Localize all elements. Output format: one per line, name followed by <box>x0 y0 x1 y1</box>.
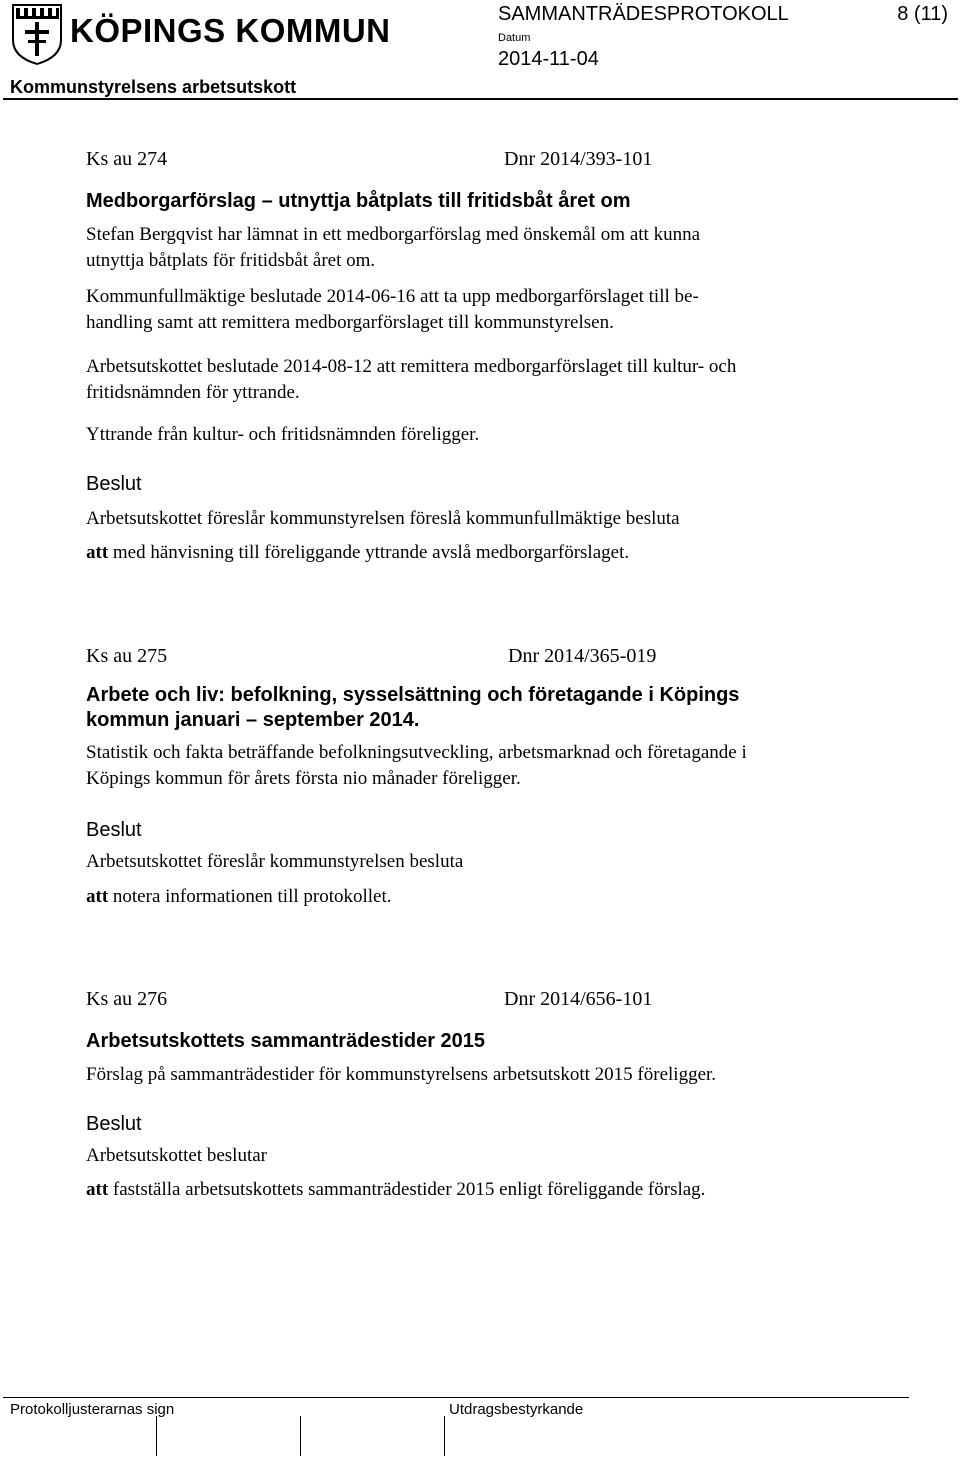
paragraph-line: handling samt att remittera medborgarförslaget till kommunstyrelsen. <box>86 312 614 333</box>
beslut-label: Beslut <box>86 819 142 841</box>
document-title: SAMMANTRÄDESPROTOKOLL <box>498 3 789 25</box>
section-dnr: Dnr 2014/656-101 <box>504 988 653 1010</box>
paragraph <box>86 284 699 336</box>
certification-label: Utdragsbestyrkande <box>449 1401 584 1418</box>
paragraph-line: Arbetsutskottet beslutade 2014-08-12 att remittera medborgarförslaget till kultur- och <box>86 356 737 377</box>
paragraph <box>86 354 736 406</box>
paragraph-line: utnyttja båtplats för fritidsbåt året om. <box>86 250 376 271</box>
decision-line <box>86 1177 705 1203</box>
page-number: 8 (11) <box>897 3 948 25</box>
decision-text: med hänvisning till föreliggande yttrande avslå medborgarförslaget. <box>112 542 630 563</box>
date-label: Datum <box>498 32 531 44</box>
beslut-label: Beslut <box>86 473 142 495</box>
decision-intro: Arbetsutskottet beslutar <box>86 1145 267 1166</box>
paragraph <box>86 222 700 274</box>
committee-name: Kommunstyrelsens arbetsutskott <box>10 77 297 97</box>
paragraph-line: fritidsnämnden för yttrande. <box>86 382 300 403</box>
decision-text: fastställa arbetsutskottets sammanträdestider 2015 enligt föreliggande förslag. <box>112 1179 706 1200</box>
signature-box-divider <box>156 1416 157 1456</box>
section-heading: Arbetsutskottets sammanträdestider 2015 <box>86 1030 486 1052</box>
att-keyword: att <box>86 1179 109 1200</box>
paragraph <box>86 1062 716 1088</box>
section-heading-line: kommun januari – september 2014. <box>86 709 420 731</box>
decision-intro: Arbetsutskottet föreslår kommunstyrelsen besluta <box>86 851 464 872</box>
section-heading: Medborgarförslag – utnyttja båtplats till fritidsbåt året om <box>86 190 631 212</box>
paragraph <box>86 740 747 792</box>
decision-intro: Arbetsutskottet föreslår kommunstyrelsen föreslå kommunfullmäktige besluta <box>86 508 680 529</box>
beslut-label: Beslut <box>86 1113 142 1135</box>
paragraph-line: Kommunfullmäktige beslutade 2014-06-16 att ta upp medborgarförslaget till be- <box>86 286 699 307</box>
header-divider <box>3 98 958 100</box>
paragraph <box>86 422 479 448</box>
att-keyword: att <box>86 542 109 563</box>
decision-line <box>86 540 629 566</box>
section-dnr: Dnr 2014/393-101 <box>504 148 653 170</box>
decision-text: notera informationen till protokollet. <box>112 886 392 907</box>
org-name: KÖPINGS KOMMUN <box>70 12 391 49</box>
decision-line <box>86 884 392 910</box>
paragraph-line: Förslag på sammanträdestider för kommunstyrelsens arbetsutskott 2015 föreligger. <box>86 1064 717 1085</box>
signature-box-divider <box>300 1416 301 1456</box>
date-value: 2014-11-04 <box>498 48 599 70</box>
paragraph-line: Stefan Bergqvist har lämnat in ett medborgarförslag med önskemål om att kunna <box>86 224 701 245</box>
section-ref: Ks au 274 <box>86 148 168 170</box>
paragraph-line: Köpings kommun för årets första nio månader föreligger. <box>86 768 521 789</box>
paragraph-line: Yttrande från kultur- och fritidsnämnden föreligger. <box>86 424 480 445</box>
signature-label: Protokolljusterarnas sign <box>10 1401 175 1418</box>
signature-box-divider <box>444 1416 445 1456</box>
section-ref: Ks au 275 <box>86 645 168 667</box>
section-dnr: Dnr 2014/365-019 <box>508 645 657 667</box>
att-keyword: att <box>86 886 109 907</box>
paragraph-line: Statistik och fakta beträffande befolkningsutveckling, arbetsmarknad och företagande i <box>86 742 747 763</box>
footer-divider <box>3 1397 909 1398</box>
section-heading: Arbete och liv: befolkning, sysselsättning och företagande i Köpings <box>86 684 740 706</box>
section-ref: Ks au 276 <box>86 988 168 1010</box>
